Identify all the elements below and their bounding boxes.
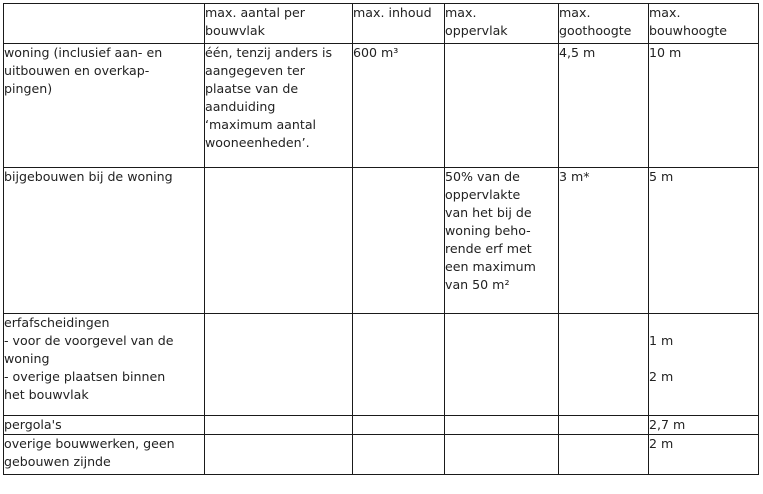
header-cell-max-goothoogte: max. goothoogte	[559, 4, 649, 44]
cell-bijgebouwen-oppervlak: 50% van de oppervlakte van het bij de woning beho- rende erf met een maximum van 50 m²	[445, 168, 559, 314]
cell-pergolas-label: pergola's	[4, 416, 205, 435]
header-cell-max-oppervlak: max. oppervlak	[445, 4, 559, 44]
cell-pergolas-aantal	[205, 416, 353, 435]
cell-bijgebouwen-bouwhoogte: 5 m	[649, 168, 759, 314]
cell-erfafscheidingen-inhoud	[353, 314, 445, 416]
cell-erfafscheidingen-bouwhoogte: 1 m 2 m	[649, 314, 759, 416]
cell-erfafscheidingen-aantal	[205, 314, 353, 416]
table-row-pergolas	[4, 416, 759, 435]
cell-erfafscheidingen-goothoogte	[559, 314, 649, 416]
cell-erfafscheidingen-label: erfafscheidingen - voor de voorgevel van de woning - overige plaatsen binnen het bouwvlak	[4, 314, 205, 416]
cell-bijgebouwen-label: bijgebouwen bij de woning	[4, 168, 205, 314]
cell-overig-bouwhoogte: 2 m	[649, 435, 759, 475]
bouwregels-table-container	[3, 3, 759, 475]
cell-overig-goothoogte	[559, 435, 649, 475]
bouwregels-table	[3, 3, 759, 475]
cell-overig-aantal	[205, 435, 353, 475]
cell-overig-label: overige bouwwerken, geen gebouwen zijnde	[4, 435, 205, 475]
cell-woning-label: woning (inclusief aan- en uitbouwen en overkap- pingen)	[4, 44, 205, 168]
cell-woning-oppervlak	[445, 44, 559, 168]
cell-pergolas-bouwhoogte: 2,7 m	[649, 416, 759, 435]
header-cell-max-aantal: max. aantal per bouwvlak	[205, 4, 353, 44]
cell-pergolas-goothoogte	[559, 416, 649, 435]
header-cell-empty	[4, 4, 205, 44]
cell-pergolas-inhoud	[353, 416, 445, 435]
cell-pergolas-oppervlak	[445, 416, 559, 435]
table-row-woning	[4, 44, 759, 168]
cell-erfafscheidingen-oppervlak	[445, 314, 559, 416]
cell-woning-aantal: één, tenzij anders is aangegeven ter plaatse van de aanduiding ‘maximum aantal wooneenheden’.	[205, 44, 353, 168]
table-row-bijgebouwen	[4, 168, 759, 314]
cell-bijgebouwen-inhoud	[353, 168, 445, 314]
cell-bijgebouwen-goothoogte: 3 m*	[559, 168, 649, 314]
header-cell-max-bouwhoogte: max. bouwhoogte	[649, 4, 759, 44]
table-row-erfafscheidingen	[4, 314, 759, 416]
cell-woning-inhoud: 600 m³	[353, 44, 445, 168]
header-row	[4, 4, 759, 44]
cell-overig-inhoud	[353, 435, 445, 475]
cell-woning-bouwhoogte: 10 m	[649, 44, 759, 168]
cell-woning-goothoogte: 4,5 m	[559, 44, 649, 168]
cell-bijgebouwen-aantal	[205, 168, 353, 314]
table-row-overig	[4, 435, 759, 475]
cell-overig-oppervlak	[445, 435, 559, 475]
header-cell-max-inhoud: max. inhoud	[353, 4, 445, 44]
